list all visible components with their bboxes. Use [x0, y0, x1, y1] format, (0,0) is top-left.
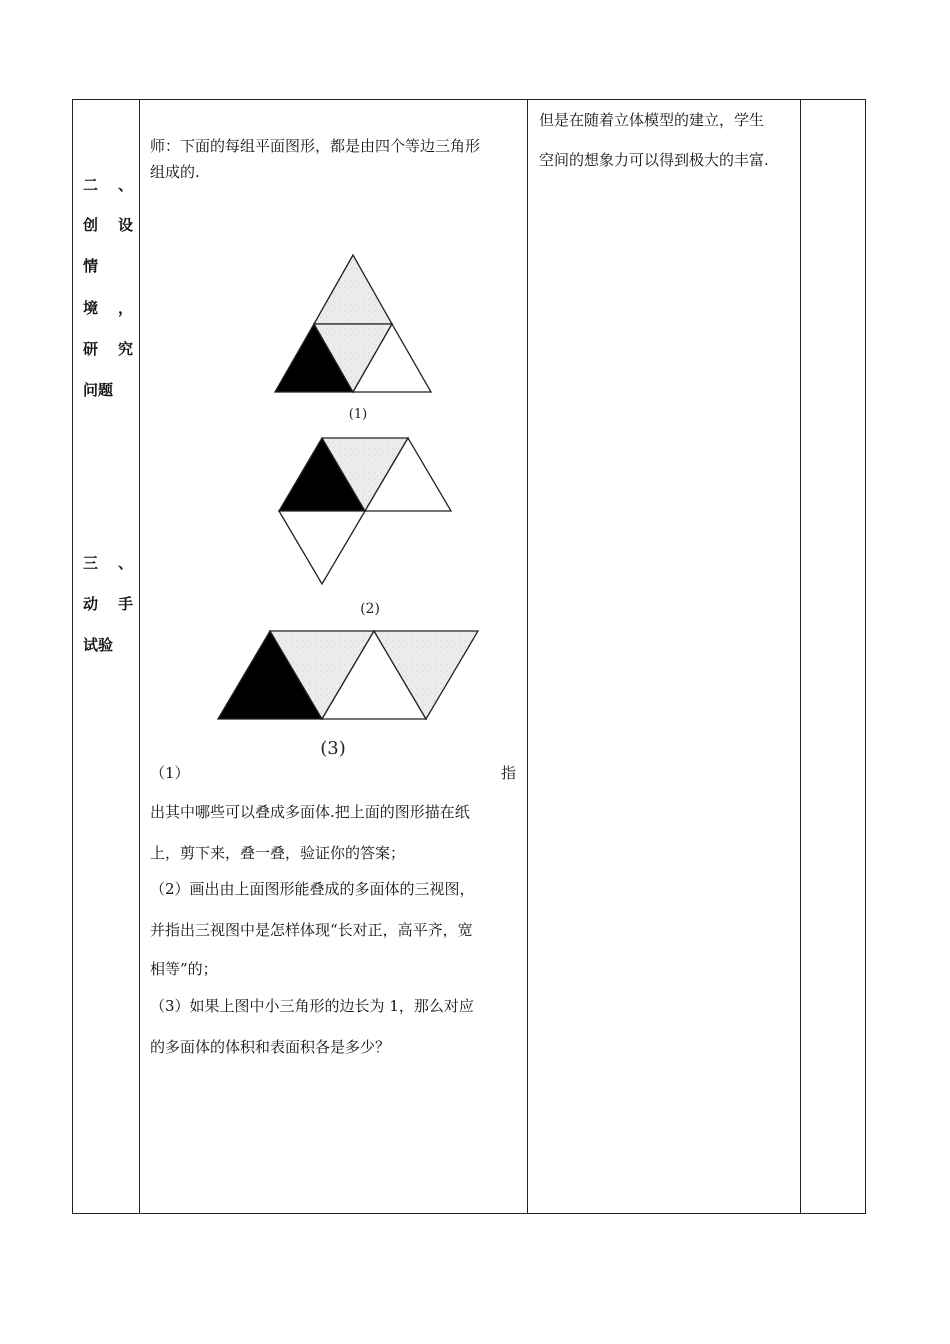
section-label-line: [83, 174, 133, 195]
label-char: 三: [83, 554, 99, 572]
intro-line: 组成的.: [150, 163, 200, 181]
label-char: 试验: [83, 636, 114, 654]
question-text: 指: [500, 764, 516, 782]
section-label-line: [83, 297, 133, 318]
label-char: 问题: [83, 381, 114, 399]
label-char: 情: [83, 257, 99, 275]
teacher-note-column: [529, 100, 799, 1213]
section-label-column: [73, 100, 139, 1213]
question-2-line: （2）画出由上面图形能叠成的多面体的三视图，: [150, 880, 475, 898]
label-char: 设: [117, 216, 133, 234]
label-char: 、: [117, 176, 133, 194]
label-char: 手: [117, 595, 133, 613]
note-line: 空间的想象力可以得到极大的丰富.: [539, 151, 769, 169]
section-label-line: [83, 552, 133, 573]
question-1-first-line: [150, 762, 516, 783]
note-line: 但是在随着立体模型的建立，学生: [539, 111, 765, 129]
section-label-line: [83, 255, 133, 276]
question-2-line: 并指出三视图中是怎样体现“长对正，高平齐，宽: [150, 921, 473, 939]
label-char: 、: [117, 554, 133, 572]
triangle-nets-figure: [140, 100, 527, 760]
triangle-light: [314, 255, 392, 324]
question-1-line: 出其中哪些可以叠成多面体.把上面的图形描在纸: [150, 803, 470, 821]
lesson-table: [72, 99, 866, 1214]
question-3-line: 的多面体的体积和表面积各是多少？: [150, 1038, 391, 1056]
main-content-column: [140, 100, 527, 1213]
section-label-line: [83, 634, 133, 655]
figure-caption-1: (1): [348, 407, 368, 422]
label-char: 创: [83, 216, 99, 234]
triangle-white: [279, 511, 365, 584]
section-label-line: [83, 214, 133, 235]
figure-caption-2: (2): [360, 601, 380, 617]
label-char: 究: [117, 340, 133, 358]
label-char: 研: [83, 340, 99, 358]
label-char: 二: [83, 176, 99, 194]
net-figure-2: [279, 438, 451, 584]
section-label-line: [83, 379, 133, 400]
intro-line: 师：下面的每组平面图形，都是由四个等边三角形: [150, 137, 481, 155]
label-char: 境: [83, 299, 99, 317]
label-char: ，: [117, 299, 133, 317]
column-divider: [800, 100, 801, 1213]
label-char: 动: [83, 595, 99, 613]
net-figure-1: [275, 255, 431, 392]
net-figure-3: [218, 631, 478, 719]
question-3-line: （3）如果上图中小三角形的边长为 1，那么对应: [150, 997, 474, 1015]
question-1-line: 上，剪下来，叠一叠，验证你的答案；: [150, 844, 406, 862]
question-2-line: 相等”的；: [150, 960, 218, 978]
note-paragraph: [539, 100, 801, 180]
question-number: （1）: [150, 764, 190, 782]
column-divider: [527, 100, 528, 1213]
section-label-line: [83, 593, 133, 614]
figure-caption-3: (3): [320, 738, 346, 759]
section-label-line: [83, 338, 133, 359]
